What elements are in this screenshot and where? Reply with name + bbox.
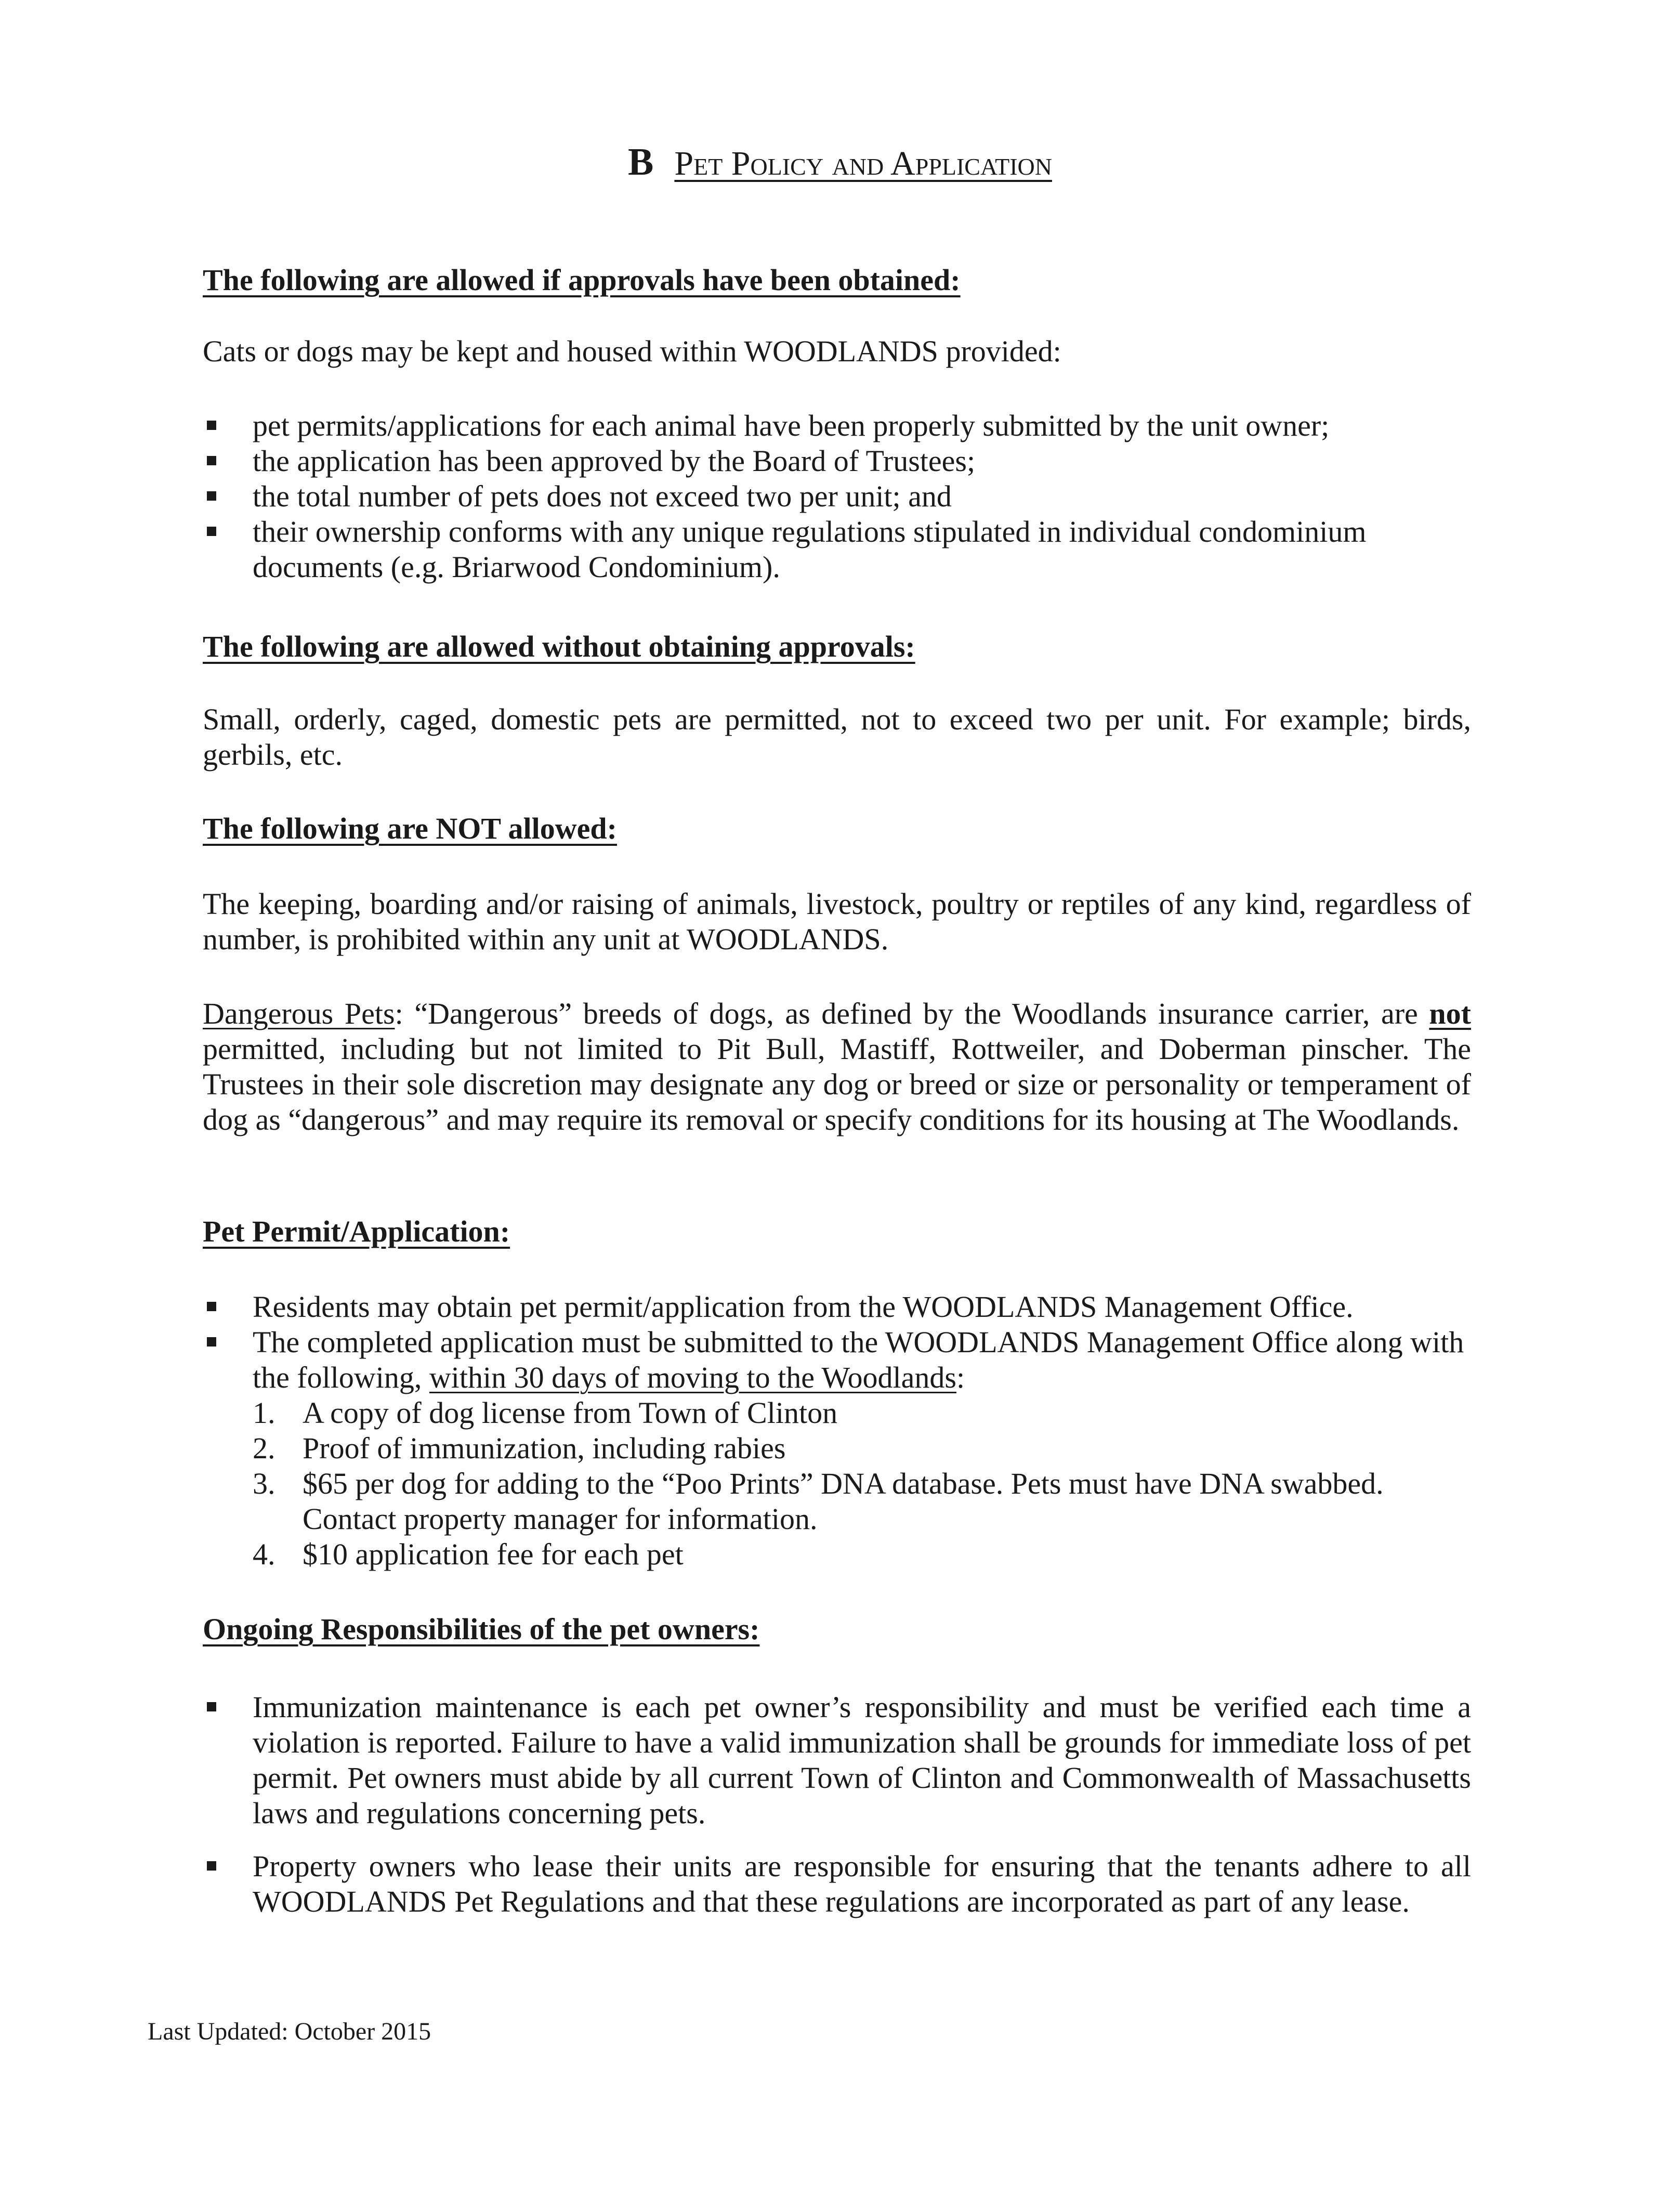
list-item-text: $10 application fee for each pet: [303, 1537, 684, 1571]
not-allowed-text: The keeping, boarding and/or raising of animals, livestock, poultry or reptiles of any kind, regardless of number, is prohibited within any unit at WOODLANDS.: [203, 887, 1471, 956]
title-text: Pet Policy and Application: [674, 145, 1052, 182]
heading-responsibilities: Ongoing Responsibilities of the pet owners:: [203, 1612, 760, 1646]
allowed-without-approval-text: Small, orderly, caged, domestic pets are permitted, not to exceed two per unit. For example; birds, gerbils, etc.: [203, 702, 1471, 772]
list-item: [253, 1537, 1471, 1572]
heading-allowed-with-approval: The following are allowed if approvals have been obtained:: [203, 263, 961, 297]
list-item-text: Proof of immunization, including rabies: [303, 1431, 786, 1465]
permit-list: [203, 1289, 1471, 1572]
page-title: [0, 139, 1680, 186]
approval-conditions-list: [203, 408, 1471, 585]
dangerous-pets-label: Dangerous Pets: [203, 997, 395, 1030]
required-documents-list: [253, 1395, 1471, 1572]
list-item: the application has been approved by the Board of Trustees;: [203, 443, 1471, 479]
list-item: [253, 1395, 1471, 1431]
list-number: 3.: [253, 1467, 275, 1500]
heading-allowed-without-approval: The following are allowed without obtaining approvals:: [203, 630, 915, 663]
list-item-text: A copy of dog license from Town of Clinton: [303, 1396, 838, 1430]
dangerous-pets-emphasis: not: [1429, 997, 1471, 1030]
heading-not-allowed: The following are NOT allowed:: [203, 812, 617, 845]
list-item: the total number of pets does not exceed two per unit; and: [203, 479, 1471, 514]
list-item: Residents may obtain pet permit/application from the WOODLANDS Management Office.: [203, 1289, 1471, 1325]
list-item: Immunization maintenance is each pet owner’s responsibility and must be verified each time a violation is reported. Failure to have a valid immunization shall be grounds for immediate loss of pet permit. Pet owners must abide by all current Town of Clinton and Commonwealth of Massachusetts laws and regulations concerning pets.: [203, 1690, 1471, 1831]
dangerous-pets-text-before: : “Dangerous” breeds of dogs, as defined by the Woodlands insurance carrier, are: [395, 997, 1429, 1030]
permit-deadline: within 30 days of moving to the Woodlands: [429, 1361, 956, 1394]
list-item: [203, 1325, 1471, 1572]
list-item: [253, 1466, 1471, 1537]
dangerous-pets-text-after: permitted, including but not limited to Pit Bull, Mastiff, Rottweiler, and Doberman pinscher. The Trustees in their sole discretion may designate any dog or breed or size or personality or temperament of dog as “dangerous” and may require its removal or specify conditions for its housing at The Woodlands.: [203, 1032, 1471, 1136]
section-letter: B: [628, 141, 654, 184]
list-number: 1.: [253, 1396, 275, 1430]
list-item: Property owners who lease their units are responsible for ensuring that the tenants adhere to all WOODLANDS Pet Regulations and that these regulations are incorporated as part of any lease.: [203, 1849, 1471, 1919]
list-item: [253, 1431, 1471, 1466]
last-updated-footer: Last Updated: October 2015: [148, 2018, 431, 2045]
allowed-with-approval-intro: Cats or dogs may be kept and housed within WOODLANDS provided:: [203, 334, 1061, 368]
list-item: their ownership conforms with any unique regulations stipulated in individual condominium documents (e.g. Briarwood Condominium).: [203, 514, 1471, 585]
permit-item2-colon: :: [956, 1361, 965, 1394]
list-item: pet permits/applications for each animal have been properly submitted by the unit owner;: [203, 408, 1471, 443]
list-number: 4.: [253, 1537, 275, 1571]
dangerous-pets-paragraph: [203, 996, 1471, 1138]
responsibilities-list: [203, 1690, 1471, 1919]
list-item-text: $65 per dog for adding to the “Poo Prints” DNA database. Pets must have DNA swabbed. Contact property manager for information.: [303, 1467, 1384, 1536]
list-number: 2.: [253, 1431, 275, 1465]
heading-pet-permit: Pet Permit/Application:: [203, 1214, 510, 1248]
permit-item2-text: The completed application must be submitted to the WOODLANDS Management Office along with the following,: [253, 1325, 1464, 1394]
